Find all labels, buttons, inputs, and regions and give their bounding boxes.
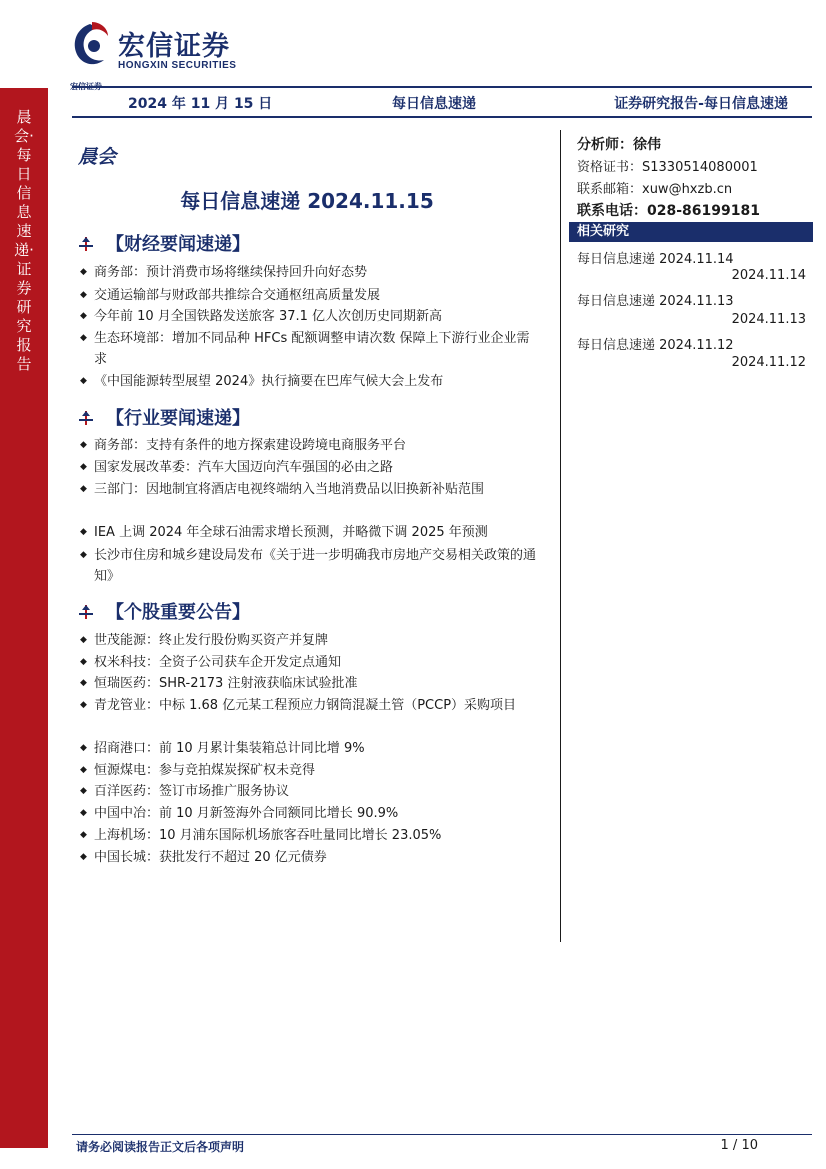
related-research-link[interactable]: 每日信息速递 2024.11.13 [577, 294, 734, 309]
list-item: ◆ 百洋医药：签订市场推广服务协议 [80, 781, 542, 802]
list-item: ◆ 招商港口：前 10 月累计集装箱总计同比增 9% [80, 738, 542, 759]
related-research-link[interactable]: 每日信息速递 2024.11.14 [577, 252, 734, 267]
list-item: ◆ 国家发展改革委：汽车大国迈向汽车强国的必由之路 [80, 457, 542, 478]
side-strip-text: 晨会·每日信息速递·证券研究报告 [14, 108, 34, 373]
related-research-link[interactable]: 每日信息速递 2024.11.12 [577, 338, 734, 353]
header-bar [72, 86, 812, 118]
page-number: 1 / 10 [720, 1138, 758, 1153]
section-heading-industry [78, 404, 250, 430]
report-date: 2024 年 11 月 15 日 [128, 96, 273, 112]
footer-divider [72, 1134, 812, 1135]
list-item: ◆ 交通运输部与财政部共推综合交通枢纽高质量发展 [80, 285, 542, 306]
company-logo [70, 20, 270, 91]
analyst-sidebar [560, 130, 812, 942]
page-title: 每日信息速递 2024.11.15 [180, 189, 434, 213]
section-category: 晨会 [78, 146, 117, 168]
list-item: ◆ IEA 上调 2024 年全球石油需求增长预测，并略微下调 2025 年预测 [80, 522, 542, 543]
analyst-phone: 联系电话：028-86199181 [577, 203, 760, 219]
section-heading-finance [78, 230, 250, 256]
report-series: 每日信息速递 [392, 96, 476, 112]
section-marker-icon [78, 236, 94, 252]
section-title: 【财经要闻速递】 [106, 234, 250, 255]
list-item: ◆ 《中国能源转型展望 2024》执行摘要在巴库气候大会上发布 [80, 371, 542, 392]
section-marker-icon [78, 604, 94, 620]
hongxin-logo-icon [70, 20, 110, 72]
list-item: ◆ 生态环境部：增加不同品种 HFCs 配额调整申请次数 保障上下游行业企业需求 [80, 328, 542, 370]
list-item: ◆ 世茂能源：终止发行股份购买资产并复牌 [80, 630, 542, 651]
analyst-cert: 资格证书：S1330514080001 [577, 160, 758, 175]
analyst-email: 联系邮箱：xuw@hxzb.cn [577, 182, 733, 197]
analyst-name: 分析师：徐伟 [577, 137, 661, 153]
list-item: ◆ 恒瑞医药：SHR-2173 注射液获临床试验批准 [80, 673, 542, 694]
list-item: ◆ 商务部：支持有条件的地方探索建设跨境电商服务平台 [80, 435, 542, 456]
list-item: ◆ 权米科技：全资子公司获车企开发定点通知 [80, 652, 542, 673]
logo-name-en: HONGXIN SECURITIES [118, 60, 237, 71]
list-item: ◆ 中国中冶：前 10 月新签海外合同额同比增长 90.9% [80, 803, 542, 824]
related-research-date: 2024.11.13 [731, 312, 806, 327]
related-research-date: 2024.11.12 [731, 355, 806, 370]
list-item: ◆ 商务部：预计消费市场将继续保持回升向好态势 [80, 262, 542, 283]
footer-disclaimer: 请务必阅读报告正文后各项声明 [76, 1140, 245, 1154]
related-research-heading: 相关研究 [569, 222, 813, 242]
report-type: 证券研究报告-每日信息速递 [614, 96, 788, 112]
list-item: ◆ 三部门：因地制宜将酒店电视终端纳入当地消费品以旧换新补贴范围 [80, 479, 542, 500]
list-item: ◆ 青龙管业：中标 1.68 亿元某工程预应力钢筒混凝土管（PCCP）采购项目 [80, 695, 542, 716]
list-item: ◆ 今年前 10 月全国铁路发送旅客 37.1 亿人次创历史同期新高 [80, 306, 542, 327]
section-title: 【个股重要公告】 [106, 602, 250, 623]
list-item: ◆ 长沙市住房和城乡建设局发布《关于进一步明确我市房地产交易相关政策的通知》 [80, 545, 542, 587]
logo-sub-cn: 宏信证券 [70, 82, 102, 91]
section-marker-icon [78, 410, 94, 426]
list-item: ◆ 恒源煤电：参与竞拍煤炭探矿权未竞得 [80, 760, 542, 781]
section-title: 【行业要闻速递】 [106, 408, 250, 429]
section-heading-stocks [78, 598, 250, 624]
logo-name-cn: 宏信证券 [118, 31, 230, 62]
list-item: ◆ 上海机场：10 月浦东国际机场旅客吞吐量同比增长 23.05% [80, 825, 542, 846]
related-research-date: 2024.11.14 [731, 268, 806, 283]
list-item: ◆ 中国长城：获批发行不超过 20 亿元债券 [80, 847, 542, 868]
